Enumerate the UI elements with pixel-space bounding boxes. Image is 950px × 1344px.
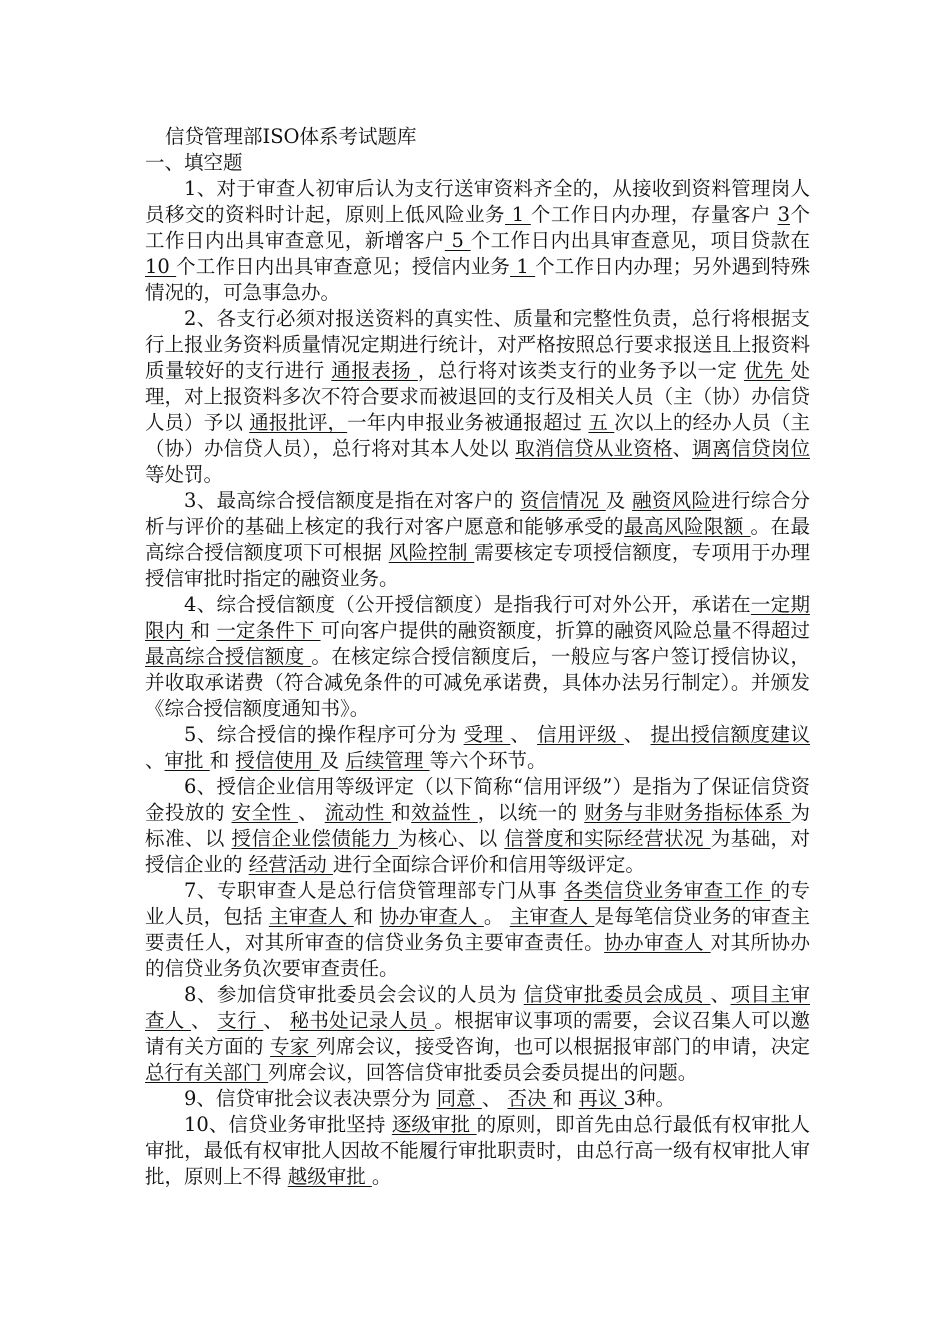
question-text: 个工作日内出具审查意见，新增客户: [145, 203, 810, 252]
answer-blank: 协办审查人: [379, 905, 484, 928]
answer-blank: 信用评级: [537, 723, 624, 746]
answer-blank: 通报批评，: [249, 411, 348, 434]
question-text: 8、参加信贷审批委员会会议的人员为: [184, 983, 524, 1006]
question-text: 为核心、以: [397, 827, 505, 850]
document-title: 信贷管理部ISO体系考试题库: [165, 125, 417, 148]
answer-blank: 最高风险限额: [624, 515, 751, 538]
question-text: 处理，对上报资料多次不符合要求而被退回的支行及相关人员（主（协）办信贷人员）予以: [145, 359, 811, 434]
question-text: 及: [605, 489, 633, 512]
question-text: 4、综合授信额度（公开授信额度）是指我行可对外公开，承诺在: [184, 593, 751, 616]
question-text: 10、信贷业务审批坚持: [184, 1113, 392, 1136]
question-text: 、: [263, 1009, 290, 1032]
answer-blank: 通报表扬: [331, 359, 418, 382]
question-text: 和: [353, 905, 380, 928]
answer-blank: 5: [444, 229, 471, 252]
question-paragraph: [145, 488, 810, 592]
question-text: 、: [191, 1009, 218, 1032]
question-text: 需要核定专项授信额度，专项用于办理授信审批时指定的融资业务。: [145, 541, 810, 590]
answer-blank: 后续管理: [345, 749, 430, 772]
question-text: 2、各支行必须对报送资料的真实性、质量和完整性负责，总行将根据支行上报业务资料质量情况定期进行统计，对严格按照总行要求报送且上报资料质量较好的支行进行: [145, 307, 810, 382]
question-text: 、: [710, 983, 731, 1006]
question-text: 为标准、以: [145, 801, 811, 850]
answer-blank: 各类信贷业务审查工作: [563, 879, 771, 902]
question-text: 9、信贷审批会议表决票分为: [184, 1087, 437, 1110]
answer-blank: 授信企业偿债能力: [231, 827, 398, 850]
answer-blank: 1: [510, 255, 536, 278]
answer-blank: 最高综合授信额度: [145, 645, 312, 668]
answer-blank: 再议: [578, 1087, 624, 1110]
question-text: 1、对于审查人初审后认为支行送审资料齐全的，从接收到资料管理岗人员移交的资料时计起，原则上低风险业务: [145, 177, 810, 226]
question-text: 、: [481, 1087, 508, 1110]
answer-blank: 五: [588, 411, 615, 434]
answer-blank: 主审查人: [509, 905, 595, 928]
answer-blank: 审批: [164, 749, 210, 772]
question-text: 。在核定综合授信额度后，一般应与客户签订授信协议，并收取承诺费（符合减免条件的可减免承诺费，具体办法另行制定）。并颁发《综合授信额度通知书》。: [145, 645, 810, 720]
question-text: 。: [483, 905, 510, 928]
answer-blank: 优先: [743, 359, 791, 382]
answer-blank: 授信使用: [235, 749, 320, 772]
answer-blank: 专家: [270, 1035, 317, 1058]
answer-blank: 逐级审批: [391, 1113, 477, 1136]
question-paragraph: [145, 1086, 810, 1112]
question-text: 和: [552, 1087, 579, 1110]
question-list: [145, 176, 810, 1190]
question-text: 及: [319, 749, 346, 772]
question-text: 进行综合分析与评价的基础上核定的我行对客户愿意和能够承受的: [145, 489, 811, 538]
answer-blank: 一定期限内: [145, 593, 810, 642]
answer-blank: 秘书处记录人员: [289, 1009, 435, 1032]
question-paragraph: [145, 592, 810, 722]
question-text: 个工作日内办理，存量客户: [530, 203, 778, 226]
answer-blank: 1: [505, 203, 531, 226]
answer-blank: 安全性: [231, 801, 299, 824]
section-heading: 一、填空题: [145, 151, 243, 174]
question-text: 个工作日内办理；另外遇到特殊情况的，可急事急办。: [145, 255, 810, 304]
answer-blank: 主审查人: [268, 905, 354, 928]
answer-blank: 提出授信额度建议: [650, 723, 810, 746]
question-text: 、: [510, 723, 538, 746]
answer-blank: 越级审批: [287, 1165, 372, 1188]
question-paragraph: [145, 1112, 810, 1190]
question-text: 可向客户提供的融资额度，折算的融资风险总量不得超过: [320, 619, 811, 642]
question-text: 。在最高综合授信额度项下可根据: [145, 515, 810, 564]
question-text: 列席会议，回答信贷审批委员会委员提出的问题。: [268, 1061, 698, 1084]
answer-blank: 3: [777, 203, 790, 226]
question-text: 次以上的经办人员（主（协）办信贷人员），总行将对其本人处以: [145, 411, 811, 460]
question-text: 、: [623, 723, 651, 746]
question-text: 7、专职审查人是总行信贷管理部专门从事: [184, 879, 564, 902]
question-text: 个工作日内出具审查意见；授信内业务: [176, 255, 511, 278]
question-text: 的专业人员，包括: [145, 879, 810, 928]
question-text: 的原则，即首先由总行最低有权审批人审批，最低有权审批人因故不能履行审批职责时，由总行高一级有权审批人审批，原则上不得: [145, 1113, 810, 1188]
question-paragraph: [145, 774, 810, 878]
answer-blank: 支行: [217, 1009, 264, 1032]
question-text: 5、综合授信的操作程序可分为: [184, 723, 464, 746]
answer-blank: 资信情况: [520, 489, 606, 512]
answer-blank: 效益性: [411, 801, 478, 824]
question-text: 、: [672, 437, 693, 460]
answer-blank: 经营活动: [248, 853, 333, 876]
answer-blank: 同意: [436, 1087, 482, 1110]
answer-blank: 调离信贷岗位: [692, 437, 810, 460]
question-text: 是每笔信贷业务的审查主要责任人，对其所审查的信贷业务负主要审查责任。: [145, 905, 811, 954]
answer-blank: 风险控制: [388, 541, 475, 564]
document-body: [145, 124, 810, 1190]
question-text: 对其所协办的信贷业务负次要审查责任。: [145, 931, 810, 980]
answer-blank: 信贷审批委员会成员: [523, 983, 711, 1006]
question-text: 和: [391, 801, 412, 824]
answer-blank: 否决: [507, 1087, 553, 1110]
question-paragraph: [145, 306, 810, 488]
question-text: 3种。: [623, 1087, 676, 1110]
answer-blank: 受理: [463, 723, 511, 746]
answer-blank: 协办审查人: [604, 931, 711, 954]
answer-blank: 流动性: [324, 801, 392, 824]
question-paragraph: [145, 878, 810, 982]
answer-blank: 财务与非财务指标体系: [584, 801, 791, 824]
question-text: 为基础，对授信企业的: [145, 827, 810, 876]
question-text: 。根据审议事项的需要，会议召集人可以邀请有关方面的: [145, 1009, 811, 1058]
question-text: 和: [209, 749, 236, 772]
question-text: 和: [190, 619, 217, 642]
question-text: 、: [145, 749, 165, 772]
answer-blank: 融资风险: [632, 489, 712, 512]
question-paragraph: [145, 176, 810, 306]
question-text: 等处罚。: [145, 463, 224, 486]
question-text: 列席会议，接受咨询，也可以根据报审部门的申请，决定: [316, 1035, 810, 1058]
answer-blank: 一定条件下: [216, 619, 321, 642]
question-text: ，以统一的: [477, 801, 585, 824]
question-text: 。: [371, 1165, 392, 1188]
answer-blank: 信誉度和实际经营状况: [504, 827, 711, 850]
question-text: 个工作日内出具审查意见，项目贷款在: [470, 229, 810, 252]
answer-blank: 项目主审查人: [145, 983, 810, 1032]
question-text: 3、最高综合授信额度是指在对客户的: [184, 489, 521, 512]
answer-blank: 总行有关部门: [145, 1061, 269, 1084]
question-paragraph: [145, 982, 810, 1086]
question-text: 进行全面综合评价和信用等级评定。: [332, 853, 645, 876]
question-text: 一年内申报业务被通报超过: [347, 411, 589, 434]
question-text: ，总行将对该类支行的业务予以一定: [417, 359, 744, 382]
question-text: 、: [298, 801, 325, 824]
question-text: 6、授信企业信用等级评定（以下简称“信用评级”）是指为了保证信贷资金投放的: [145, 775, 810, 824]
answer-blank: 取消信贷从业资格: [515, 437, 673, 460]
question-text: 等六个环节。: [429, 749, 547, 772]
answer-blank: 10: [145, 255, 177, 278]
question-paragraph: [145, 722, 810, 774]
